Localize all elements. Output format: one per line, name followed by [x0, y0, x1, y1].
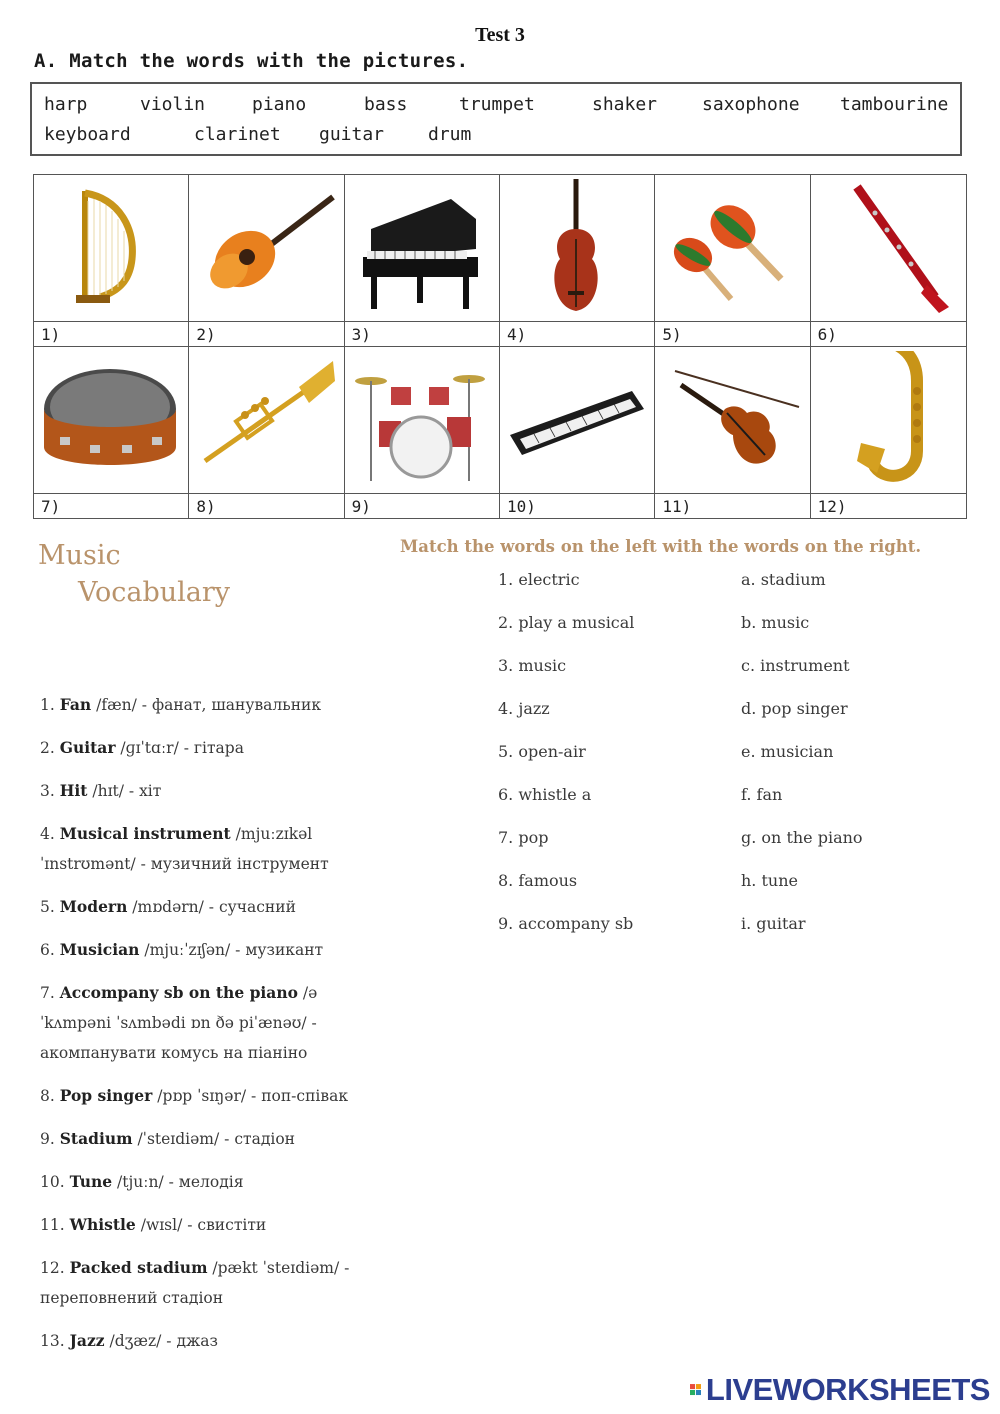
matching-left-column [498, 568, 634, 955]
picture-cell [189, 347, 344, 519]
match-right-item: e. musician [741, 742, 834, 761]
liveworksheets-logo-icon [690, 1375, 702, 1405]
guitar-icon [195, 179, 335, 319]
word-bank-item: keyboard [44, 124, 131, 145]
clarinet-icon [817, 179, 957, 319]
harp-icon [40, 179, 180, 319]
liveworksheets-logo [690, 1372, 990, 1408]
vocab-item: 8. Pop singer /pɒp ˈsɪŋər/ - поп-співак [40, 1086, 349, 1105]
picture-number: 8) [196, 497, 216, 516]
word-bank-item: piano [252, 94, 307, 115]
vocab-item: 2. Guitar /ɡɪˈtɑːr/ - гітара [40, 738, 244, 757]
picture-cell [345, 347, 500, 519]
match-right-item: b. music [741, 613, 810, 632]
matching-instruction: Match the words on the left with the words on the right. [400, 537, 922, 556]
picture-number: 12) [817, 497, 847, 516]
vocabulary-heading-line2: Vocabulary [78, 577, 231, 608]
match-left-item: 7. pop [498, 828, 549, 847]
word-bank [30, 82, 962, 156]
picture-number: 6) [817, 324, 837, 344]
drum-kit-icon [351, 351, 491, 491]
tambourine-icon [40, 351, 180, 491]
picture-cell [189, 175, 344, 347]
picture-number: 11) [662, 497, 692, 516]
word-bank-item: bass [364, 94, 408, 115]
maracas-icon [661, 179, 801, 319]
match-right-item: a. stadium [741, 570, 826, 589]
vocab-item: 9. Stadium /ˈsteɪdiəm/ - стадіон [40, 1129, 295, 1148]
saxophone-icon [817, 351, 957, 491]
picture-number: 2) [196, 324, 216, 344]
vocab-item: 5. Modern /mɒdərn/ - сучасний [40, 897, 296, 916]
match-right-item: c. instrument [741, 656, 850, 675]
picture-cell [500, 347, 655, 519]
picture-cell [500, 175, 655, 347]
keyboard-icon [506, 351, 646, 491]
match-right-item: i. guitar [741, 914, 806, 933]
picture-number: 1) [41, 324, 61, 344]
match-left-item: 2. play a musical [498, 613, 635, 632]
section-a-instruction: A. Match the words with the pictures. [34, 50, 469, 72]
match-left-item: 3. music [498, 656, 567, 675]
word-bank-item: drum [428, 124, 472, 145]
match-right-item: f. fan [741, 785, 783, 804]
picture-cell [811, 175, 966, 347]
violin-icon [661, 351, 801, 491]
vocab-item: 12. Packed stadium /pækt ˈsteɪdiəm/ - переповнений стадіон [40, 1258, 350, 1307]
picture-number: 3) [351, 324, 371, 344]
vocab-item: 13. Jazz /dʒæz/ - джаз [40, 1331, 218, 1350]
match-left-item: 6. whistle a [498, 785, 592, 804]
picture-number: 9) [351, 497, 371, 516]
picture-number: 4) [506, 324, 527, 344]
vocab-item: 7. Accompany sb on the piano /əˈkʌmpəni ˈsʌmbədi ɒn ðə piˈænəʊ/ - акомпанувати комусь на піаніно [40, 983, 318, 1062]
picture-cell [655, 175, 810, 347]
match-right-item: g. on the piano [741, 828, 863, 847]
vocabulary-heading-line1: Music [38, 540, 121, 571]
match-right-item: h. tune [741, 871, 798, 890]
piano-icon [351, 179, 491, 319]
word-bank-item: shaker [592, 94, 658, 115]
word-bank-item: guitar [319, 124, 385, 145]
word-bank-item: saxophone [702, 94, 800, 115]
cello-icon [506, 179, 646, 319]
vocab-item: 11. Whistle /wɪsl/ - свистіти [40, 1215, 267, 1234]
picture-number: 10) [506, 497, 536, 516]
match-left-item: 5. open-air [498, 742, 586, 761]
match-right-item: d. pop singer [741, 699, 848, 718]
picture-grid [33, 174, 967, 519]
page-title: Test 3 [475, 24, 525, 46]
picture-number: 5) [662, 324, 682, 344]
vocab-item: 3. Hit /hɪt/ - хіт [40, 781, 162, 800]
picture-number: 7) [41, 497, 61, 516]
trumpet-icon [195, 351, 335, 491]
picture-cell [34, 175, 189, 347]
match-left-item: 4. jazz [498, 699, 550, 718]
vocab-item: 6. Musician /mjuːˈzɪʃən/ - музикант [40, 940, 324, 959]
word-bank-item: trumpet [459, 94, 535, 115]
match-left-item: 1. electric [498, 570, 580, 589]
word-bank-item: tambourine [840, 94, 949, 115]
word-bank-item: violin [140, 94, 206, 115]
matching-right-column [741, 568, 863, 955]
picture-cell [811, 347, 966, 519]
vocab-item: 4. Musical instrument /mjuːzɪkəl ˈɪnstrʊmənt/ - музичний інструмент [40, 824, 329, 873]
vocab-item: 1. Fan /fæn/ - фанат, шанувальник [40, 695, 322, 714]
picture-cell [345, 175, 500, 347]
picture-cell [34, 347, 189, 519]
match-left-item: 8. famous [498, 871, 578, 890]
word-bank-item: clarinet [194, 124, 281, 145]
vocabulary-list [40, 690, 360, 1369]
picture-cell [655, 347, 810, 519]
vocab-item: 10. Tune /tjuːn/ - мелодія [40, 1172, 244, 1191]
logo-text: LIVEWORKSHEETS [705, 1372, 990, 1407]
match-left-item: 9. accompany sb [498, 914, 634, 933]
word-bank-item: harp [44, 94, 88, 115]
